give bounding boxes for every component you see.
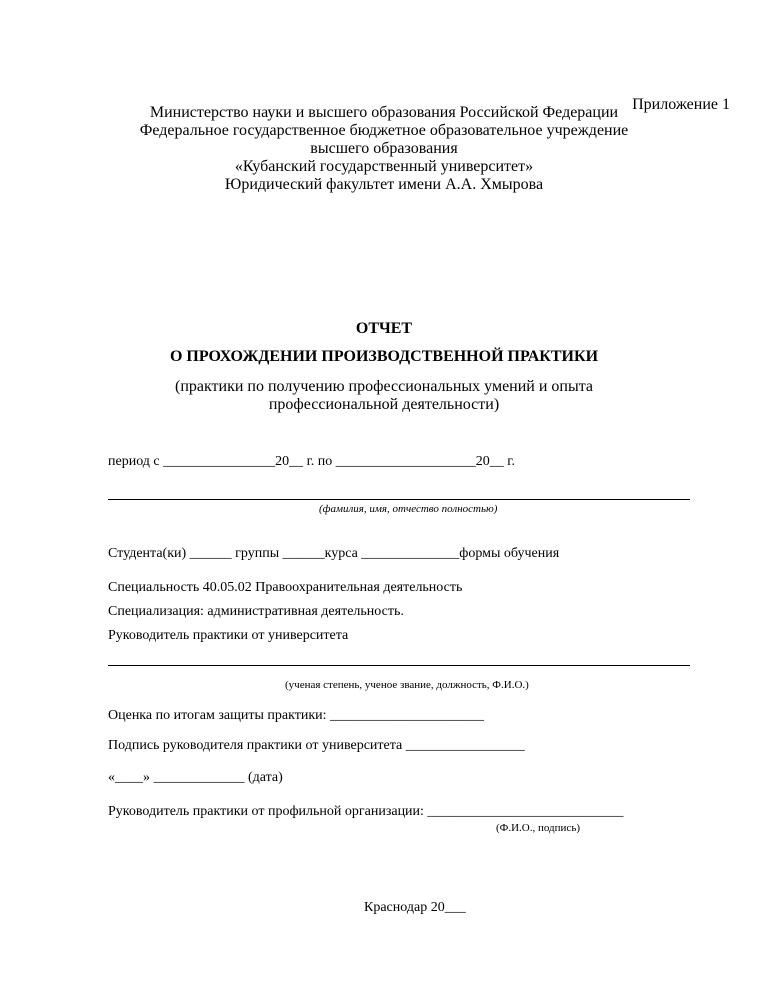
report-subtitle: О ПРОХОЖДЕНИИ ПРОИЗВОДСТВЕННОЙ ПРАКТИКИ xyxy=(169,348,599,365)
specialization-field: Специализация: административная деятельность. xyxy=(108,604,404,619)
supervisor-organization-field: Руководитель практики от профильной организации: ____________________________ xyxy=(108,804,624,819)
supervisor-university-field: Руководитель практики от университета xyxy=(108,628,349,643)
header-line-university: «Кубанский государственный университет» xyxy=(234,158,534,175)
header-line-institution: Федеральное государственное бюджетное образовательное учреждение xyxy=(139,122,629,139)
appendix-label: Приложение 1 xyxy=(632,96,730,113)
period-field: период с ________________20__ г. по ____________________20__ г. xyxy=(108,454,515,469)
organization-caption: (Ф.И.О., подпись) xyxy=(496,822,580,834)
fio-line xyxy=(108,499,690,500)
header-line-ministry: Министерство науки и высшего образования Российской Федерации xyxy=(149,104,619,121)
signature-field: Подпись руководителя практики от университета _________________ xyxy=(108,738,525,753)
grade-field: Оценка по итогам защиты практики: ______________________ xyxy=(108,708,485,723)
report-note-line2: профессиональной деятельности) xyxy=(268,396,500,413)
specialty-field: Специальность 40.05.02 Правоохранительная деятельность xyxy=(108,580,463,595)
report-note-line1: (практики по получению профессиональных умений и опыта xyxy=(174,378,594,395)
supervisor-line xyxy=(108,665,690,666)
report-title: ОТЧЕТ xyxy=(355,320,413,337)
header-line-faculty: Юридический факультет имени А.А. Хмырова xyxy=(224,176,544,193)
date-field: «____» _____________ (дата) xyxy=(108,770,283,785)
fio-caption: (фамилия, имя, отчество полностью) xyxy=(319,503,498,515)
supervisor-caption: (ученая степень, ученое звание, должность, Ф.И.О.) xyxy=(285,679,529,691)
header-line-education: высшего образования xyxy=(310,140,458,157)
student-field: Студента(ки) ______ группы ______курса ______________формы обучения xyxy=(108,546,560,561)
footer-city-year: Краснодар 20___ xyxy=(364,900,466,915)
